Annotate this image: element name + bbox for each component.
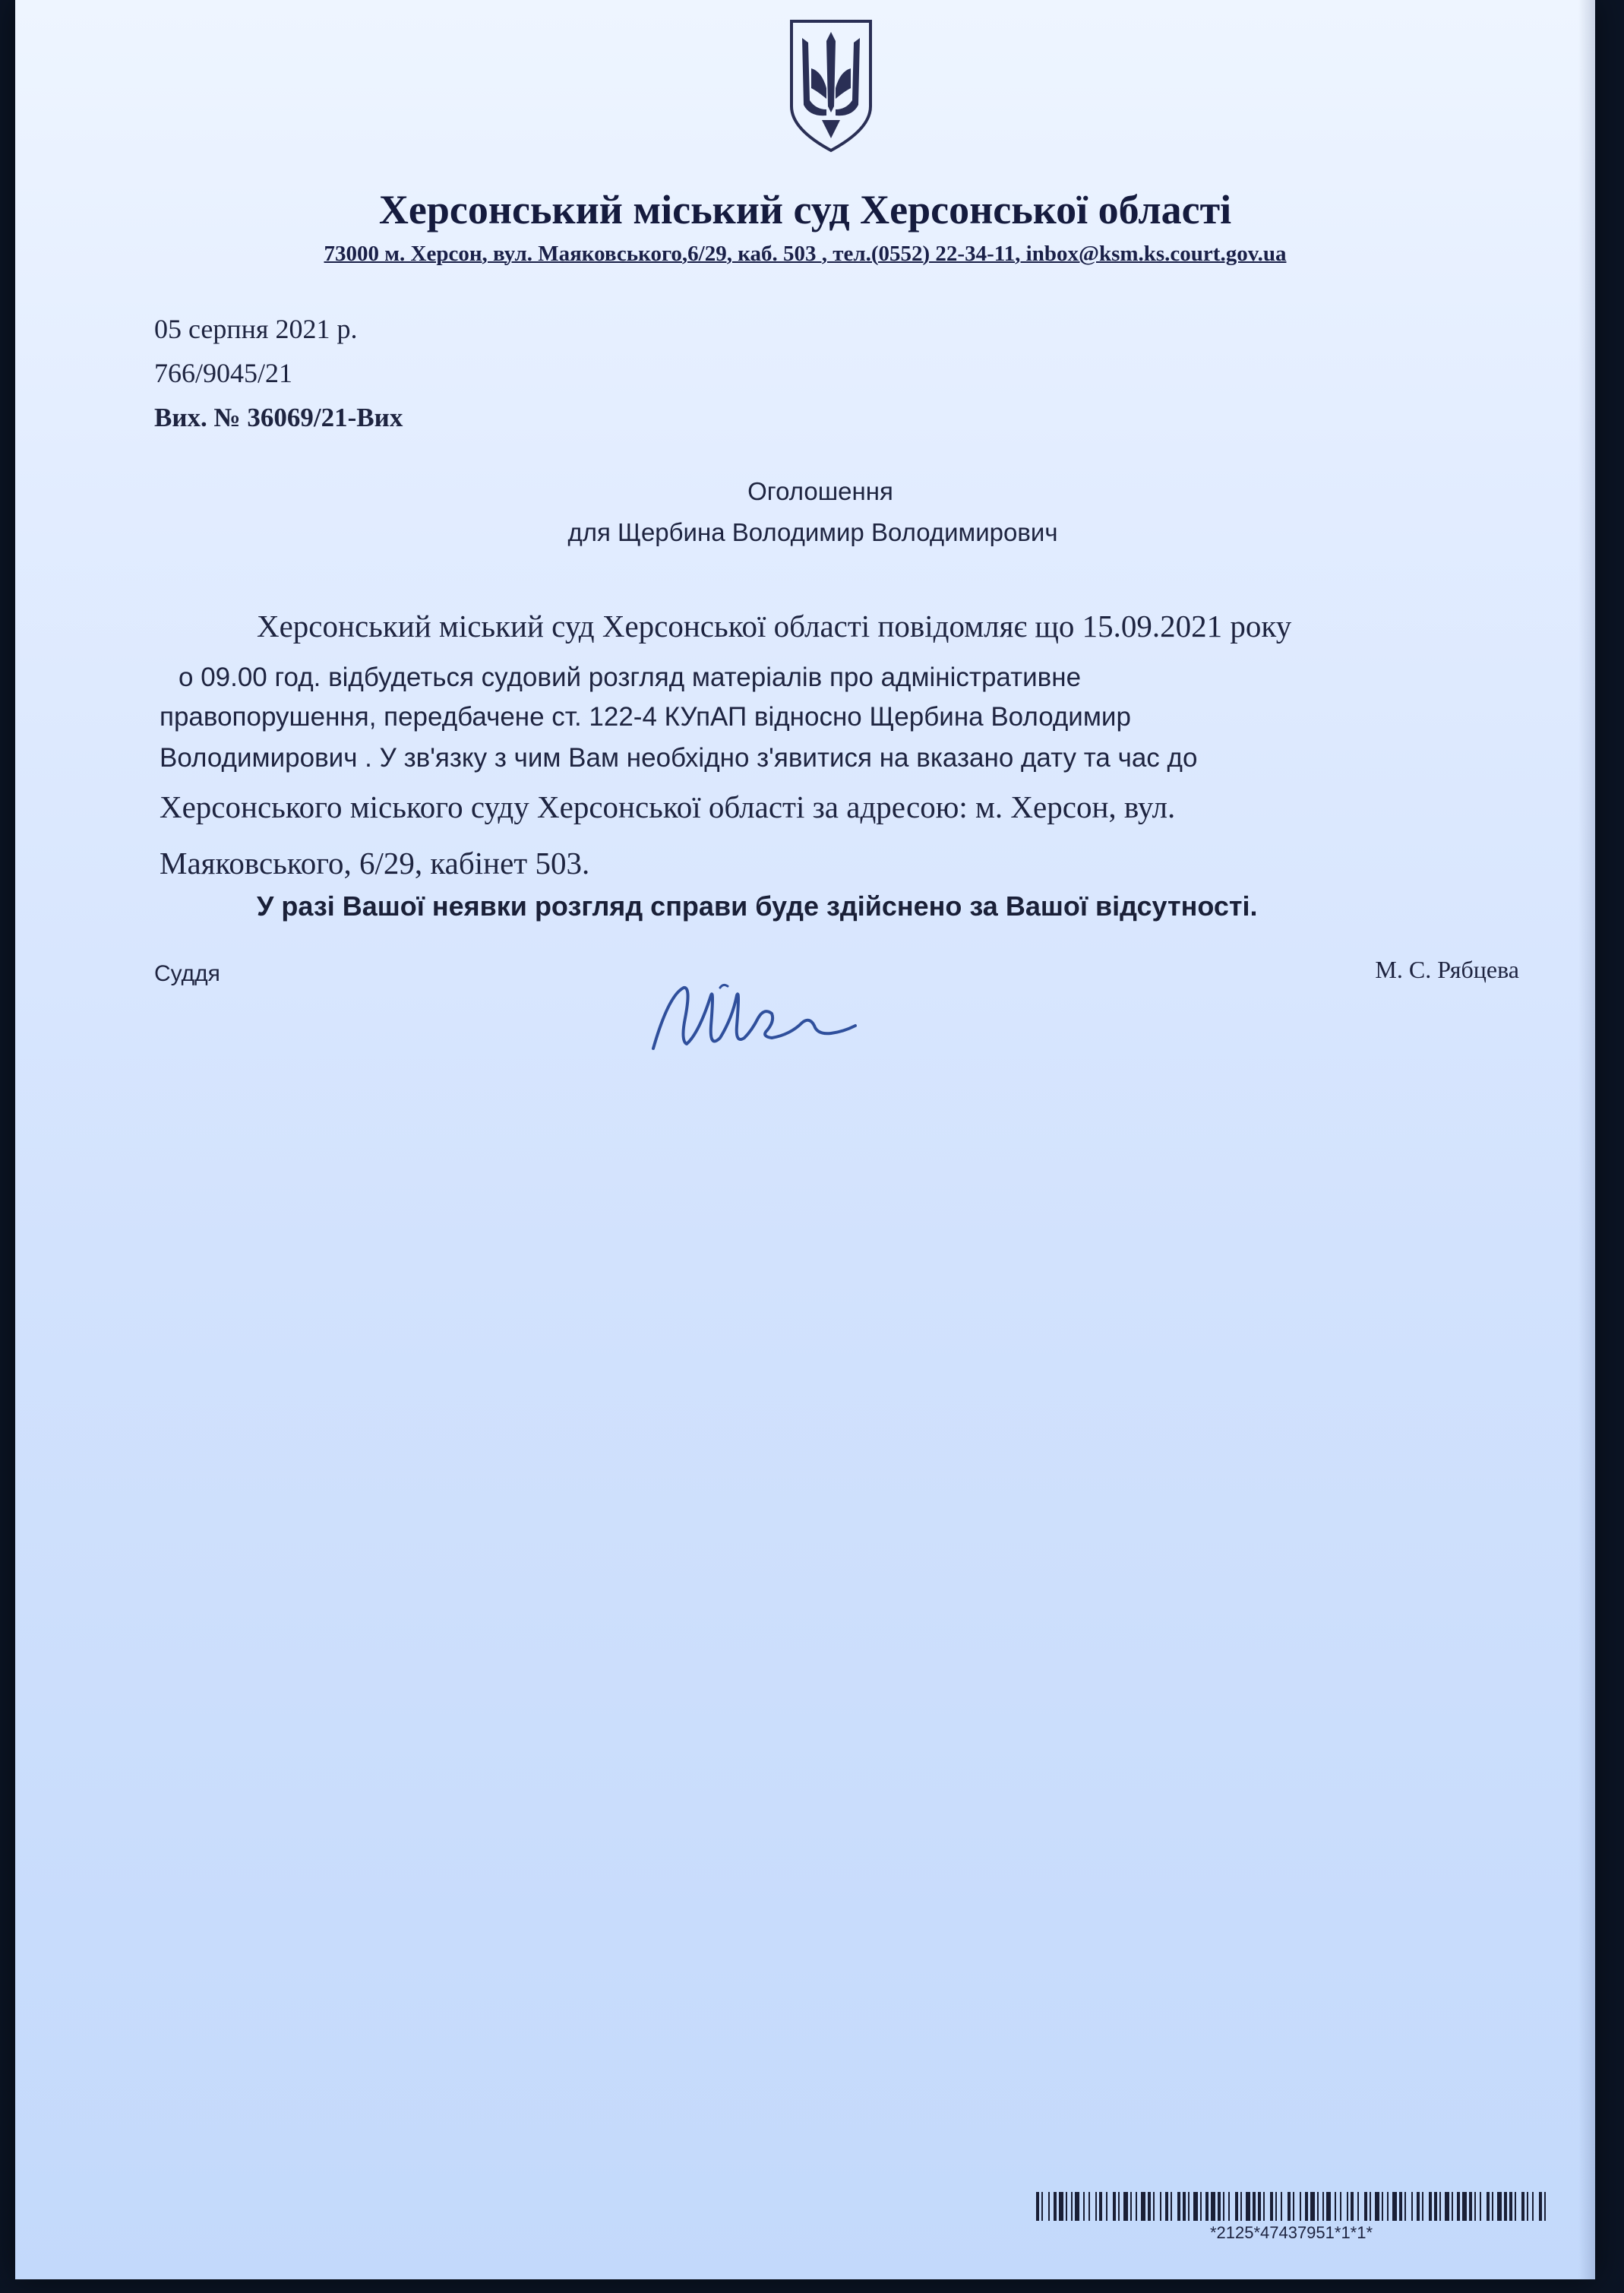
barcode-bar xyxy=(1497,2192,1502,2221)
barcode-bar xyxy=(1235,2192,1238,2221)
barcode-bar xyxy=(1480,2192,1481,2221)
barcode-bar xyxy=(1382,2192,1383,2221)
barcode-bar xyxy=(1457,2192,1460,2221)
barcode-bar xyxy=(1071,2192,1073,2221)
body-line-5: Херсонського міського суду Херсонської області за адресою: м. Херсон, вул. xyxy=(160,789,1176,824)
barcode-bar xyxy=(1527,2192,1528,2221)
barcode-bar xyxy=(1335,2192,1336,2221)
barcode-bar xyxy=(1205,2192,1209,2221)
barcode-bar xyxy=(1515,2192,1516,2221)
barcode-bar xyxy=(1228,2192,1230,2221)
barcode-bar xyxy=(1083,2192,1085,2221)
barcode-bar xyxy=(1160,2192,1161,2221)
barcode-bar xyxy=(1504,2192,1507,2221)
barcode-bar xyxy=(1153,2192,1155,2221)
barcode-bar xyxy=(1183,2192,1186,2221)
body-line-3: правопорушення, передбачене ст. 122-4 КУпАП відносно Щербина Володимир xyxy=(160,702,1131,732)
barcode-bar xyxy=(1469,2192,1472,2221)
barcode-bar xyxy=(1387,2192,1389,2221)
barcode-bar xyxy=(1193,2192,1198,2221)
case-number: 766/9045/21 xyxy=(154,358,293,388)
barcode-bar xyxy=(1165,2192,1168,2221)
barcode-bar xyxy=(1246,2192,1250,2221)
barcode-bar xyxy=(1041,2192,1043,2221)
barcode-bar xyxy=(1171,2192,1172,2221)
barcode-bar xyxy=(1218,2192,1221,2221)
notice-recipient: для Щербина Володимир Володимирович xyxy=(567,518,1058,546)
paper-edge-shadow xyxy=(1578,0,1595,2279)
barcode-bar xyxy=(1411,2192,1413,2221)
barcode-bar xyxy=(1281,2192,1282,2221)
court-name: Херсонський міський суд Херсонської області xyxy=(378,187,1232,232)
barcode-bar xyxy=(1326,2192,1331,2221)
barcode-bar xyxy=(1300,2192,1301,2221)
barcode-bar xyxy=(1270,2192,1273,2221)
barcode-icon xyxy=(1033,2192,1550,2221)
barcode-bar xyxy=(1317,2192,1319,2221)
absence-warning: У разі Вашої неявки розгляд справи буде здійснено за Вашої відсутності. xyxy=(257,890,1258,922)
barcode-bar xyxy=(1340,2192,1341,2221)
barcode-bar xyxy=(1439,2192,1441,2221)
barcode-bar xyxy=(1429,2192,1432,2221)
barcode-bar xyxy=(1370,2192,1371,2221)
barcode-bar xyxy=(1404,2192,1406,2221)
barcode-bar xyxy=(1106,2192,1107,2221)
body-line-1: Херсонський міський суд Херсонської області повідомляє що 15.09.2021 року xyxy=(257,609,1292,644)
barcode-bar xyxy=(1275,2192,1277,2221)
barcode-bar xyxy=(1130,2192,1132,2221)
barcode-bar xyxy=(1148,2192,1151,2221)
barcode-bar xyxy=(1211,2192,1215,2221)
barcode-bar xyxy=(1048,2192,1050,2221)
barcode-bar xyxy=(1288,2192,1291,2221)
barcode-bar xyxy=(1263,2192,1265,2221)
barcode-bar xyxy=(1310,2192,1315,2221)
barcode-bar xyxy=(1253,2192,1256,2221)
barcode-bar xyxy=(1223,2192,1224,2221)
barcode-bar xyxy=(1177,2192,1180,2221)
barcode-bar xyxy=(1240,2192,1242,2221)
court-address-text: 73000 м. Херсон, вул. Маяковського,6/29, каб. 503 , тел.(0552) 22-34-11, inbox@ksm.ks.court.gov.ua xyxy=(324,242,1287,266)
notice-title: Оголошення xyxy=(747,477,893,505)
barcode-bar xyxy=(1059,2192,1063,2221)
barcode-bar xyxy=(1375,2192,1379,2221)
barcode-text: *2125*47437951*1*1* xyxy=(1209,2223,1373,2242)
barcode-bar xyxy=(1258,2192,1261,2221)
barcode-bar xyxy=(1075,2192,1079,2221)
barcode-bar xyxy=(1293,2192,1294,2221)
barcode-bar xyxy=(1123,2192,1128,2221)
court-address xyxy=(15,242,1595,267)
barcode-bar xyxy=(1054,2192,1057,2221)
barcode-bar xyxy=(1036,2192,1039,2221)
document-date: 05 серпня 2021 р. xyxy=(154,314,358,344)
body-line-2: о 09.00 год. відбудеться судовий розгляд матеріалів про адміністративне xyxy=(179,663,1082,692)
barcode-bar xyxy=(1088,2192,1090,2221)
barcode-bar xyxy=(1200,2192,1202,2221)
outgoing-number: Вих. № 36069/21-Вих xyxy=(154,403,403,432)
barcode-bar xyxy=(1392,2192,1397,2221)
barcode-bar xyxy=(1487,2192,1490,2221)
barcode-bar xyxy=(1462,2192,1467,2221)
body-line-4: Володимирович . У зв'язку з чим Вам необхідно з'явитися на вказано дату та час до xyxy=(160,743,1198,773)
barcode-bar xyxy=(1422,2192,1423,2221)
signer-name: М. С. Рябцева xyxy=(1375,956,1519,983)
barcode-bar xyxy=(1492,2192,1493,2221)
barcode-bar xyxy=(1521,2192,1524,2221)
barcode-bar xyxy=(1188,2192,1190,2221)
barcode-bar xyxy=(1364,2192,1367,2221)
barcode-bar xyxy=(1066,2192,1067,2221)
barcode-bar xyxy=(1351,2192,1354,2221)
barcode-bar xyxy=(1322,2192,1324,2221)
barcode-bar xyxy=(1095,2192,1097,2221)
barcode-bar xyxy=(1347,2192,1348,2221)
barcode-bar xyxy=(1099,2192,1102,2221)
barcode-bar xyxy=(1113,2192,1116,2221)
signer-role: Суддя xyxy=(154,961,220,986)
barcode-bar xyxy=(1141,2192,1145,2221)
handwritten-signature xyxy=(638,965,866,1071)
document-page xyxy=(15,0,1595,2279)
barcode-bar xyxy=(1434,2192,1437,2221)
barcode-bar xyxy=(1544,2192,1546,2221)
barcode-bar xyxy=(1136,2192,1137,2221)
barcode-bar xyxy=(1509,2192,1512,2221)
barcode-bar xyxy=(1399,2192,1402,2221)
barcode-bar xyxy=(1532,2192,1534,2221)
barcode-bar xyxy=(1357,2192,1359,2221)
barcode-bar xyxy=(1118,2192,1120,2221)
barcode-bar xyxy=(1417,2192,1420,2221)
barcode-bar xyxy=(1445,2192,1449,2221)
barcode-bar xyxy=(1474,2192,1476,2221)
barcode-bar xyxy=(1305,2192,1308,2221)
body-line-6: Маяковського, 6/29, кабінет 503. xyxy=(160,846,590,881)
ukraine-trident-icon xyxy=(785,15,877,155)
barcode-bar xyxy=(1539,2192,1542,2221)
barcode-bar xyxy=(1452,2192,1453,2221)
